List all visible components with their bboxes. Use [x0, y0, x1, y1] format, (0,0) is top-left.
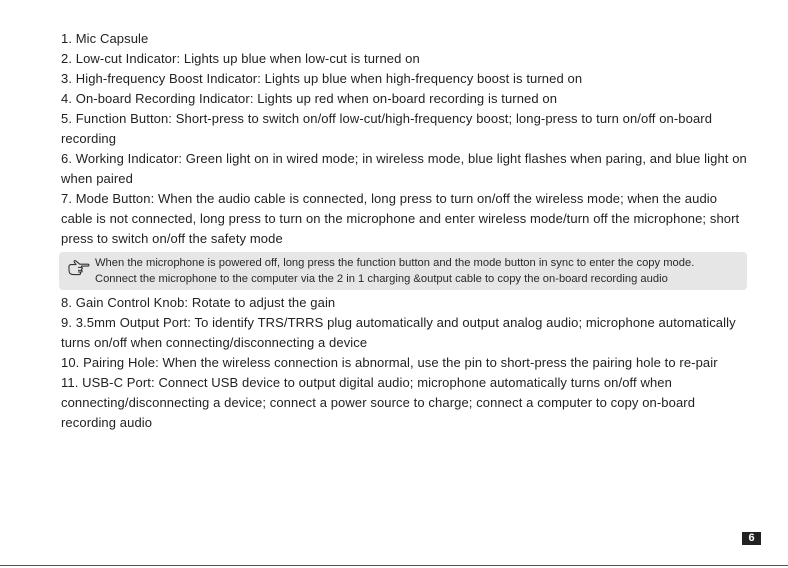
list-item: 2. Low-cut Indicator: Lights up blue when low-cut is turned on: [61, 51, 420, 66]
list-item: 9. 3.5mm Output Port: To identify TRS/TRRS plug automatically and output analog audio; microphone automatically turns on/off when connecting/disconnecting a device: [61, 315, 736, 350]
list-item: 1. Mic Capsule: [61, 31, 149, 46]
list-item: 11. USB-C Port: Connect USB device to output digital audio; microphone automatically turns on/off when connecting/disconnecting a device; connect a power source to charge; connect a computer to copy on-board recording audio: [61, 375, 696, 430]
note-text: When the microphone is powered off, long press the function button and the mode button in sync to enter the copy mode. Connect the microphone to the computer via the 2 in 1 charging &output cable to copy the on-board recording audio: [95, 257, 695, 285]
bottom-divider: [0, 565, 788, 566]
list-item: 8. Gain Control Knob: Rotate to adjust the gain: [61, 295, 336, 310]
list-item: 4. On-board Recording Indicator: Lights up red when on-board recording is turned on: [61, 91, 558, 106]
list-item: 10. Pairing Hole: When the wireless connection is abnormal, use the pin to short-press the pairing hole to re-pair: [61, 355, 718, 370]
list-item: 5. Function Button: Short-press to switch on/off low-cut/high-frequency boost; long-press to turn on/off on-board recording: [61, 111, 713, 146]
page-number: 6: [742, 532, 761, 545]
feature-list: [61, 29, 751, 433]
list-item: 7. Mode Button: When the audio cable is connected, long press to turn on/off the wireless mode; when the audio cable is not connected, long press to turn on the microphone and enter wireless mode/turn off the microphone; short press to switch on/off the safety mode: [61, 191, 740, 246]
copy-mode-note: [59, 252, 747, 290]
pointing-hand-icon: [67, 257, 91, 277]
list-item: 6. Working Indicator: Green light on in wired mode; in wireless mode, blue light flashes when paring, and blue light on when paired: [61, 151, 747, 186]
list-item: 3. High-frequency Boost Indicator: Lights up blue when high-frequency boost is turned on: [61, 71, 583, 86]
